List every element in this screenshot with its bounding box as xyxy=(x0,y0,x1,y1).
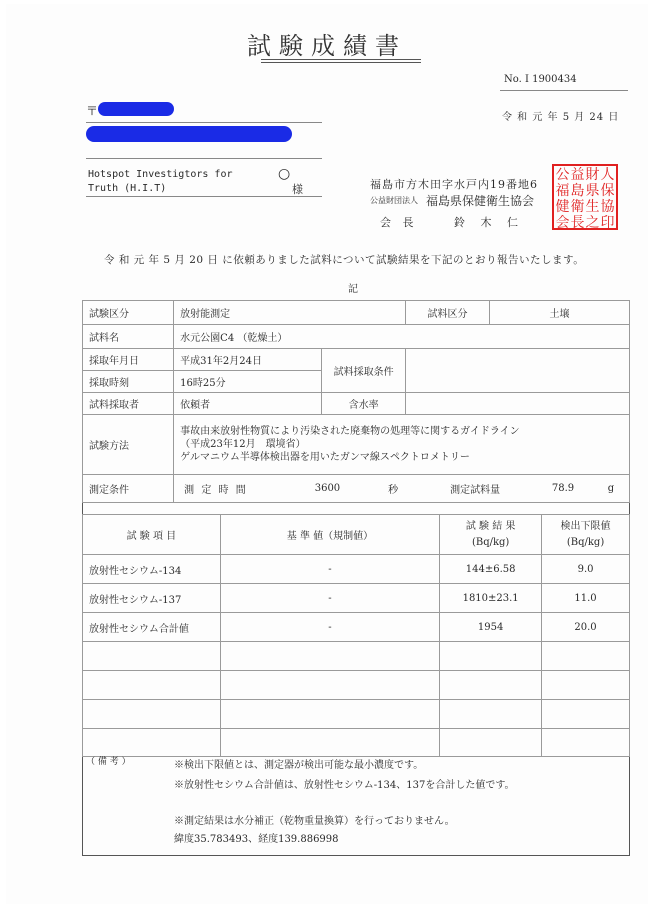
result-limit: 11.0 xyxy=(542,584,630,613)
header-result-unit: (Bq/kg) xyxy=(471,536,510,548)
header-limit-unit: (Bq/kg) xyxy=(566,536,605,548)
sample-name-label: 試料名 xyxy=(83,325,174,349)
remark-line: ※検出下限値とは、測定器が検出可能な最小濃度です。 xyxy=(174,760,424,771)
method-line: （平成23年12月 環境省） xyxy=(180,439,306,450)
result-standard: - xyxy=(220,613,439,642)
result-item: 放射性セシウム-137 xyxy=(83,584,221,613)
moisture-label: 含水率 xyxy=(322,393,406,415)
seal-char: 益 xyxy=(570,167,585,183)
method-line: 事故由来放射性物質により汚染された廃棄物の処理等に関するガイドライン xyxy=(180,426,520,437)
issuer-org-type: 公益財団法人 xyxy=(370,196,418,205)
empty-row xyxy=(83,700,630,729)
sampling-conditions-value xyxy=(406,349,630,393)
result-item: 放射性セシウム-134 xyxy=(83,555,221,584)
empty-row xyxy=(83,642,630,671)
seal-char: 生 xyxy=(585,199,600,215)
result-item: 放射性セシウム合計値 xyxy=(83,613,221,642)
method-label: 試験方法 xyxy=(83,415,174,475)
seal-char: 公 xyxy=(555,167,570,183)
sampler-value: 依頼者 xyxy=(174,393,322,415)
seal-char: 衛 xyxy=(570,199,585,215)
coordinates-line: 緯度35.783493、経度139.886998 xyxy=(174,834,339,845)
issue-date: 令 和 元 年 5 月 24 日 xyxy=(502,112,620,123)
table-row xyxy=(83,393,630,415)
postal-mark: 〒 xyxy=(86,104,99,118)
table-row xyxy=(83,349,630,371)
seal-char: 之 xyxy=(585,215,600,231)
remarks-label: （ 備 考 ） xyxy=(86,757,131,767)
intro-sentence: 令 和 元 年 5 月 20 日 に依頼ありました試料について試験結果を下記のとおり報告いたします。 xyxy=(104,254,585,266)
seal-char: 保 xyxy=(600,183,615,199)
redacted-address xyxy=(86,126,292,142)
redacted-postal-code xyxy=(98,102,174,116)
sample-info-table xyxy=(82,300,630,503)
sample-name-value: 水元公園C4 （乾燥土） xyxy=(174,325,630,349)
seal-char: 長 xyxy=(570,215,585,231)
table-row xyxy=(83,555,630,584)
header-item: 試 験 項 目 xyxy=(83,515,221,555)
method-value xyxy=(174,415,630,475)
seal-char: 県 xyxy=(585,183,600,199)
conditions-value xyxy=(174,475,630,503)
sampling-conditions-label: 試料採取条件 xyxy=(322,349,406,393)
result-value: 1954 xyxy=(440,613,542,642)
results-header-row xyxy=(83,515,630,555)
table-row xyxy=(83,584,630,613)
seal-char: 協 xyxy=(600,199,615,215)
official-seal xyxy=(552,164,618,230)
sampling-date-label: 採取年月日 xyxy=(83,349,174,371)
title-underline xyxy=(261,59,421,60)
addressee-name-line2: Truth (H.I.T) xyxy=(88,183,167,194)
result-limit: 9.0 xyxy=(542,555,630,584)
issuer-address: 福島市方木田字水戸内19番地6 xyxy=(370,178,538,191)
title-underline-2 xyxy=(261,62,421,63)
sample-amount-label: 測定試料量 xyxy=(450,485,501,496)
doc-number-underline xyxy=(500,90,628,91)
empty-row xyxy=(83,671,630,700)
document-page xyxy=(6,4,648,904)
method-line: ゲルマニウム半導体検出器を用いたガンマ線スペクトロメトリー xyxy=(180,452,470,463)
address-line-3 xyxy=(86,196,322,197)
measure-time-label: 測 定 時 間 xyxy=(184,485,248,496)
sample-amount-unit: g xyxy=(607,483,615,494)
conditions-label: 測定条件 xyxy=(83,475,174,503)
header-limit xyxy=(542,515,630,555)
seal-char: 島 xyxy=(570,183,585,199)
addressee-name-line1: Hotspot Investigtors for xyxy=(88,169,233,180)
sampling-date-value: 平成31年2月24日 xyxy=(174,349,322,371)
measure-time-value: 3600 xyxy=(314,483,341,494)
address-line-2 xyxy=(86,158,322,159)
issuer-org-name: 福島県保健衛生協会 xyxy=(426,194,535,208)
table-row xyxy=(83,325,630,349)
sample-category-label: 試料区分 xyxy=(406,301,490,325)
result-standard: - xyxy=(220,584,439,613)
document-title: 試験成績書 xyxy=(247,32,407,60)
header-limit-label: 検出下限値 xyxy=(560,520,611,532)
sample-category-value: 土壌 xyxy=(490,301,630,325)
results-table xyxy=(82,514,630,757)
header-standard: 基 準 値（規制値） xyxy=(220,515,439,555)
addressee-circle: ○ xyxy=(278,166,291,182)
seal-char: 健 xyxy=(555,199,570,215)
ki-heading: 記 xyxy=(348,284,358,295)
seal-char: 人 xyxy=(600,167,615,183)
header-result xyxy=(440,515,542,555)
result-value: 1810±23.1 xyxy=(440,584,542,613)
seal-char: 福 xyxy=(555,183,570,199)
measure-time-unit: 秒 xyxy=(388,485,399,496)
sampler-label: 試料採取者 xyxy=(83,393,174,415)
president-title: 会 長 xyxy=(380,216,418,229)
president-name: 鈴 木 仁 xyxy=(454,216,524,229)
table-row xyxy=(83,415,630,475)
test-category-value: 放射能測定 xyxy=(174,301,406,325)
test-category-label: 試験区分 xyxy=(83,301,174,325)
moisture-value xyxy=(406,393,630,415)
sample-amount-value: 78.9 xyxy=(551,483,575,494)
seal-char: 会 xyxy=(555,215,570,231)
header-result-label: 試 験 結 果 xyxy=(465,520,516,532)
remark-line: ※放射性セシウム合計値は、放射性セシウム-134、137を合計した値です。 xyxy=(174,780,515,791)
result-standard: - xyxy=(220,555,439,584)
seal-char: 財 xyxy=(585,167,600,183)
document-number: No. I 1900434 xyxy=(504,74,577,85)
table-row xyxy=(83,475,630,503)
sampling-time-label: 採取時刻 xyxy=(83,371,174,393)
result-value: 144±6.58 xyxy=(440,555,542,584)
address-line-1 xyxy=(86,122,322,123)
remark-line: ※測定結果は水分補正（乾物重量換算）を行っておりません。 xyxy=(174,816,455,827)
sampling-time-value: 16時25分 xyxy=(174,371,322,393)
addressee-name xyxy=(88,168,233,196)
seal-char: 印 xyxy=(600,215,615,231)
table-row xyxy=(83,301,630,325)
honorific: 様 xyxy=(292,183,303,196)
empty-row xyxy=(83,729,630,757)
table-row xyxy=(83,613,630,642)
result-limit: 20.0 xyxy=(542,613,630,642)
